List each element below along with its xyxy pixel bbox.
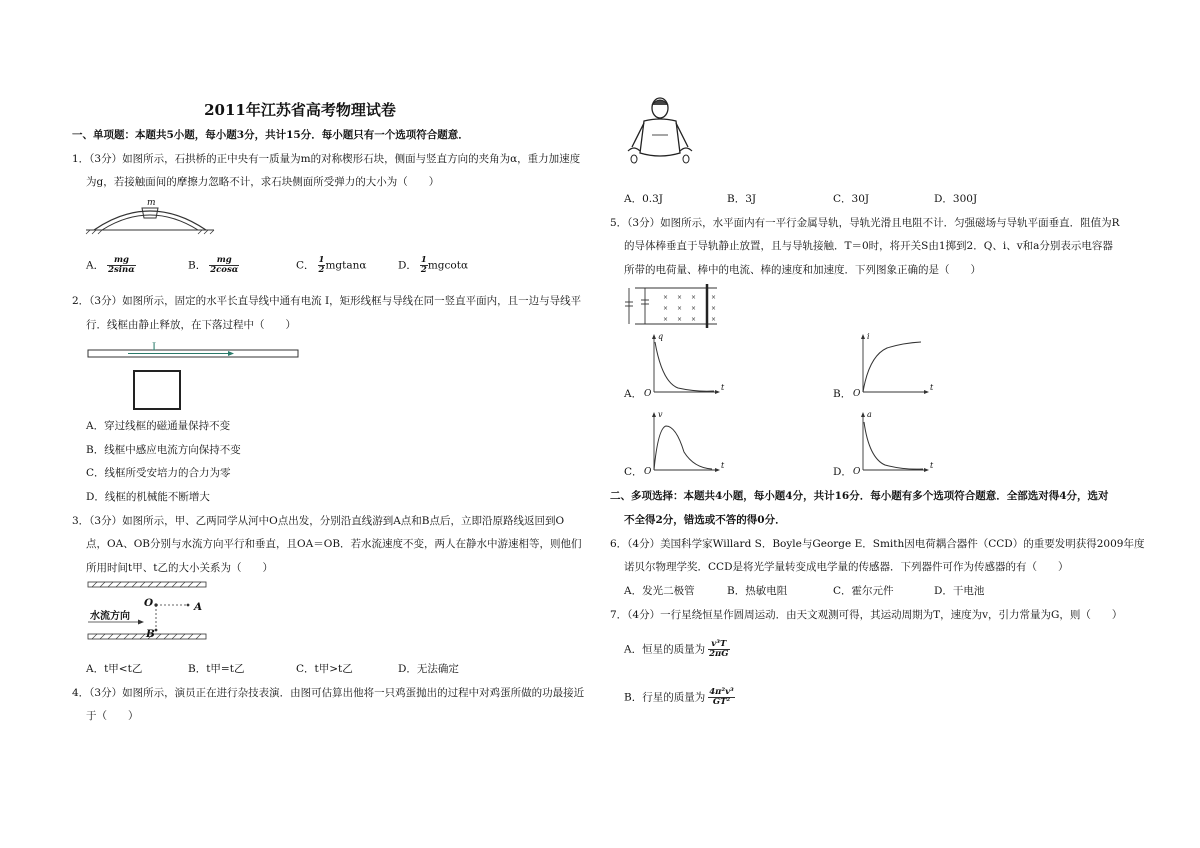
svg-text:×: × [711,316,717,323]
q1-d-numerator: 1 [420,255,427,265]
graph-a-origin: O [644,389,652,399]
point-o-label: O [144,597,154,609]
q5-line1: 5．（3分）如图所示，水平面内有一平行金属导轨，导轨光滑且电阻不计．匀强磁场与导轨平面垂直．阻值为R [610,217,1120,229]
q2-option-c: C．线框所受安培力的合力为零 [86,467,231,479]
q2-option-a: A．穿过线框的磁通量保持不变 [86,420,231,432]
circuit-figure [625,282,720,328]
q1-option-a-label: A． [86,259,105,272]
q4-option-a: A．0.3J [624,193,663,205]
q6-line2: 诺贝尔物理学奖．CCD是将光学量转变成电学量的传感器．下列器件可作为传感器的有（ ） [624,561,1069,573]
q1-option-d-fraction [420,256,428,275]
q1-option-c-tail: mgtanα [325,259,367,272]
q7-option-a [624,640,730,659]
svg-text:×: × [677,294,683,301]
arch-mass-label: m [147,198,156,208]
q2-option-d: D．线框的机械能不断增大 [86,491,210,503]
svg-text:×: × [711,294,717,301]
q6-option-d: D．干电池 [934,585,985,597]
section2-heading-line1: 二、多项选择：本题共4小题，每小题4分，共计16分．每小题有多个选项符合题意．全部选对得4分，选对 [610,490,1109,502]
q3-option-d: D．无法确定 [398,663,459,675]
q1-a-numerator: mg [107,256,136,266]
svg-text:×: × [691,305,697,312]
q1-option-d-label: D． [398,259,417,272]
graph-c-xlabel: t [721,461,725,470]
svg-text:×: × [677,316,683,323]
q1-option-a-fraction [107,256,136,275]
current-label: I [152,341,157,353]
q4-line2: 于（ ） [86,710,139,722]
graph-d-ylabel: a [867,410,872,419]
q3-option-a: A．t甲<t乙 [86,663,143,675]
water-flow-label: 水流方向 [90,611,130,622]
q1-a-denominator: 2sinα [108,265,135,275]
q2-line2: 行．线框由静止释放，在下落过程中（ ） [86,319,296,331]
graph-b-xlabel: t [930,383,934,392]
svg-text:×: × [711,305,717,312]
section1-heading: 一、单项题：本题共5小题，每小题3分，共计15分．每小题只有一个选项符合题意． [72,129,469,141]
q1-d-denominator: 2 [420,265,427,275]
q5-line2: 的导体棒垂直于导轨静止放置，且与导轨接触．T＝0时，将开关S由1掷到2．Q、i、v和a分别表示电容器 [624,240,1113,252]
q1-option-b [188,256,239,275]
graph-b-label: B． [833,388,852,400]
q7-line1: 7．（4分）一行星绕恒星作圆周运动．由天文观测可得，其运动周期为T，速度为v，引力常量为G，则（ ） [610,609,1123,621]
point-a-label: A [194,601,203,613]
graph-c-label: C． [624,466,643,478]
q4-option-b: B．3J [727,193,757,205]
q4-line1: 4．（3分）如图所示，演员正在进行杂技表演．由图可估算出他将一只鸡蛋抛出的过程中对鸡蛋所做的功最接近 [72,687,585,699]
q7-b-numerator: 4π²v³ [709,687,734,697]
svg-text:×: × [677,305,683,312]
q5-line3: 所带的电荷量、棒中的电流、棒的速度和加速度．下列图象正确的是（ ） [624,264,981,276]
q6-option-b: B．热敏电阻 [727,585,788,597]
q2-option-b: B．线框中感应电流方向保持不变 [86,444,241,456]
graph-a-ylabel: q [658,332,664,341]
q7-option-b [624,688,735,707]
q1-option-c-label: C． [296,259,315,272]
q3-option-b: B．t甲=t乙 [188,663,245,675]
svg-text:×: × [663,316,669,323]
q4-option-d: D．300J [934,193,978,205]
wire-loop-figure [88,341,308,411]
q6-option-a: A．发光二极管 [624,585,695,597]
q7-a-denominator: 2πG [709,649,729,659]
graph-d-origin: O [853,467,861,477]
q1-option-d-tail: mgcotα [427,259,469,272]
graph-a-label: A． [624,388,643,400]
q7-option-a-text: A．恒星的质量为 [624,643,706,656]
q4-option-c: C．30J [833,193,870,205]
q3-line1: 3．（3分）如图所示，甲、乙两同学从河中O点出发，分别沿直线游到A点和B点后，立即沿原路线返回到O [72,515,565,527]
q1-b-numerator: mg [209,256,239,266]
q1-option-b-fraction [209,256,239,275]
svg-text:×: × [691,294,697,301]
juggler-figure [622,95,698,175]
svg-text:×: × [691,316,697,323]
q1-b-denominator: 2cosα [210,265,239,275]
q2-line1: 2．（3分）如图所示，固定的水平长直导线中通有电流 I，矩形线框与导线在同一竖直平面内，且一边与导线平 [72,295,582,307]
q7-option-a-fraction [708,640,729,659]
graph-b-origin: O [853,389,861,399]
q1-c-numerator: 1 [318,255,325,265]
q7-option-b-fraction [708,688,735,707]
q1-option-b-label: B． [188,259,207,272]
graph-d-xlabel: t [930,461,934,470]
q1-line1: 1．（3分）如图所示，石拱桥的正中央有一质量为m的对称楔形石块，侧面与竖直方向的夹角为α，重力加速度 [72,153,581,165]
graph-c-origin: O [644,467,652,477]
graph-a-xlabel: t [721,383,725,392]
svg-text:×: × [663,305,669,312]
q3-option-c: C．t甲>t乙 [296,663,353,675]
svg-text:×: × [663,294,669,301]
page-title: 2011年江苏省高考物理试卷 [204,101,396,119]
q3-line3: 所用时间t甲、t乙的大小关系为（ ） [86,562,273,574]
q6-option-c: C．霍尔元件 [833,585,894,597]
q7-a-numerator: v³T [708,640,729,650]
q1-option-c [296,256,366,275]
q7-b-denominator: GT² [712,697,731,707]
section2-heading-line2: 不全得2分，错选或不答的得0分． [624,514,786,526]
q1-option-d [398,256,468,275]
q1-option-a [86,256,136,275]
graph-d-label: D． [833,466,852,478]
q6-line1: 6．（4分）美国科学家Willard S．Boyle与George E．Smith因电荷耦合器件（CCD）的重要发明获得2009年度 [610,538,1145,550]
graph-b-ylabel: i [867,332,870,341]
q1-line2: 为g，若接触面间的摩擦力忽略不计，求石块侧面所受弹力的大小为（ ） [86,176,440,188]
q3-line2: 点，OA、OB分别与水流方向平行和垂直，且OA＝OB．若水流速度不变，两人在静水中游速相等，则他们 [86,538,582,550]
graph-c-ylabel: v [658,410,663,419]
q1-c-denominator: 2 [318,265,325,275]
q7-option-b-text: B．行星的质量为 [624,691,706,704]
point-b-label: B [146,628,155,640]
